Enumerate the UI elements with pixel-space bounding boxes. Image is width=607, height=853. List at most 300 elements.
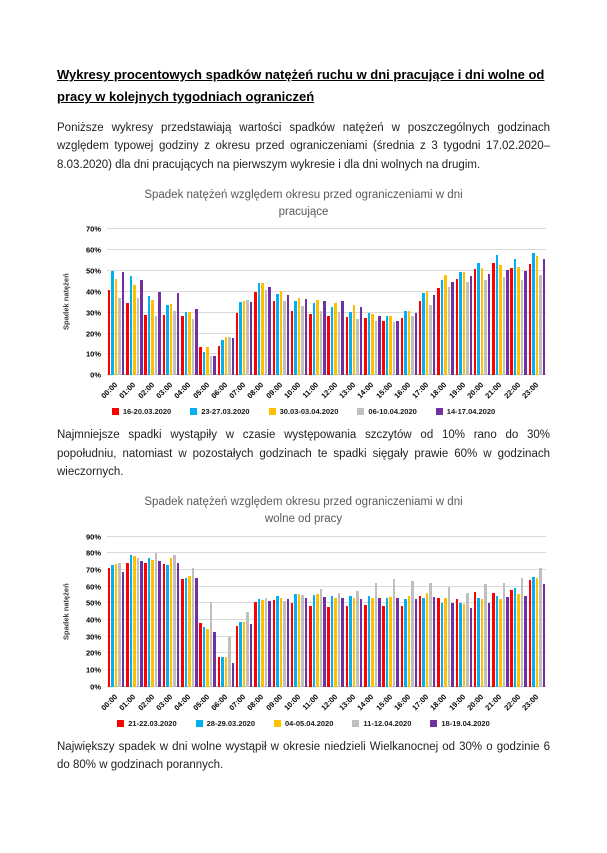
bar [524,271,527,375]
x-tick-label: 13:00 [337,380,358,401]
bar [346,606,349,687]
bar [316,300,319,375]
bar [474,269,477,375]
bar [313,303,316,375]
bar [396,598,399,687]
bar [415,313,418,376]
bar [543,584,546,687]
bar [133,556,136,687]
x-tick-label: 14:00 [355,380,376,401]
bar [503,277,506,375]
bar [181,579,184,687]
bar [510,590,513,687]
bar-group-1800 [436,537,454,687]
x-tick-label: 03:00 [154,380,175,401]
x-tick-label: 09:00 [264,692,284,712]
bar-group-0100 [125,537,143,687]
x-axis-labels [99,687,546,718]
bar [456,599,459,687]
bar [360,599,363,687]
bar-group-2000 [473,537,491,687]
bar [481,268,484,375]
x-tick-label: 23:00 [520,380,541,401]
plot-area [61,532,546,718]
legend-label: 30.03-03.04.2020 [279,407,339,417]
bar [108,290,111,376]
bar-group-1900 [455,229,473,375]
bar [389,597,392,687]
bar [309,314,312,376]
bar [437,288,440,376]
bar [115,564,118,687]
bar [323,301,326,375]
bar [536,256,539,375]
bar [301,306,304,375]
bar [155,553,158,687]
bar [364,318,367,375]
bar [517,594,520,687]
bar [441,603,444,687]
bar [111,565,114,687]
bar [218,346,221,375]
bar-group-1700 [418,229,436,375]
legend-label: 04-05.04.2020 [285,718,334,728]
x-tick-label: 02:00 [135,692,156,712]
bar [451,282,454,375]
bar [429,305,432,375]
y-tick-label: 60% [85,245,101,255]
y-tick-label: 90% [85,532,101,542]
bar [506,597,509,687]
bar [426,593,429,686]
bar [543,259,546,375]
y-tick-label: 20% [85,648,101,658]
bar [283,601,286,687]
bar [338,312,341,376]
bar [173,311,176,376]
bar-group-1800 [436,229,454,375]
bar [213,356,216,375]
bar [422,293,425,375]
y-tick-label: 30% [85,308,101,318]
bar [470,276,473,375]
bar [177,293,180,375]
x-tick-label: 19:00 [446,692,467,712]
bar [411,316,414,375]
bar [246,300,249,375]
x-tick-label: 22:00 [501,380,522,401]
x-tick-label: 21:00 [483,692,504,712]
bar [448,587,451,687]
x-tick-label: 10:00 [282,380,303,401]
x-tick-label: 11:00 [300,692,321,712]
x-tick-label: 10:00 [282,692,303,712]
bar-group-1600 [400,229,418,375]
bar [334,303,337,375]
bar [228,637,231,687]
bar [422,598,425,686]
x-tick-label: 15:00 [373,692,394,712]
x-tick-label: 06:00 [209,692,230,712]
bar [529,264,532,376]
bar [313,595,316,687]
x-tick-label: 08:00 [245,380,266,401]
y-axis-title: Spadek natężeń [61,273,71,331]
bar [283,301,286,375]
legend-label: 23-27.03.2020 [201,407,250,417]
bar [173,555,176,687]
bar [393,322,396,375]
bar [158,292,161,375]
bar [118,563,121,687]
bar [250,624,253,687]
bar [309,606,312,687]
bar [203,352,206,375]
bar [188,576,191,687]
bar-group-1400 [363,537,381,687]
bar [444,275,447,375]
x-tick-label: 11:00 [300,380,321,401]
bar [532,577,535,687]
bar [151,300,154,375]
bar [243,301,246,375]
bar [261,600,264,687]
bar [228,337,231,376]
bar [389,316,392,375]
bar-group-1500 [381,229,399,375]
bar [524,596,527,687]
bar [137,558,140,687]
bar [316,594,319,687]
y-tick-label: 20% [85,329,101,339]
bar-group-1100 [308,537,326,687]
bar [254,292,257,375]
bar [177,563,180,686]
y-tick-label: 50% [85,266,101,276]
bar-group-0900 [272,229,290,375]
bar [323,597,326,687]
bar [126,303,129,375]
bar [499,265,502,376]
bar [506,270,509,375]
bar [195,578,198,687]
bar [349,312,352,376]
bar-group-2100 [491,229,509,375]
bar [474,592,477,687]
bar [276,596,279,687]
y-tick-label: 70% [85,565,101,575]
bar [246,612,249,687]
bar [258,599,261,687]
bar [301,595,304,687]
bar [148,296,151,375]
bar [210,356,213,375]
bar-group-1200 [327,229,345,375]
bar [268,601,271,687]
bar [496,255,499,375]
x-axis-labels [99,375,546,406]
x-tick-label: 04:00 [172,380,193,401]
bar [258,283,261,375]
plot [61,532,546,692]
chart-section-workdays [57,187,550,416]
bar [488,603,491,687]
bar [250,302,253,375]
bar [108,568,111,686]
bar [261,283,264,375]
bar-group-2200 [510,537,528,687]
bar [218,657,221,687]
x-tick-label: 02:00 [135,380,156,401]
legend-label: 21-22.03.2020 [128,718,177,728]
bar [305,299,308,375]
y-tick-label: 30% [85,632,101,642]
bar [236,626,239,687]
bar [225,657,228,687]
bar [393,579,396,687]
bar [170,558,173,687]
bar [243,622,246,687]
bar [118,298,121,375]
bar [213,632,216,687]
bar [466,593,469,686]
bar [111,271,114,375]
x-tick-label: 06:00 [209,380,230,401]
bar-group-0000 [107,229,125,375]
bar [415,599,418,687]
y-tick-label: 0% [90,682,101,692]
bar [158,561,161,687]
bar [401,606,404,687]
bar [276,294,279,375]
legend-label: 28-29.03.2020 [206,718,256,728]
y-axis-title: Spadek natężeń [61,583,71,641]
bar [437,598,440,686]
bar [514,259,517,375]
bar-group-0400 [180,229,198,375]
bar [185,578,188,686]
plot [61,224,546,380]
bar [477,598,480,687]
x-tick-label: 01:00 [117,380,138,401]
bar [144,315,147,375]
bar [192,319,195,375]
bar [536,578,539,687]
x-tick-label: 17:00 [410,692,431,712]
bar [463,604,466,687]
bar [181,316,184,375]
bar [492,263,495,376]
bar [140,561,143,687]
bar [210,602,213,687]
legend-label: 06-10.04.2020 [368,407,417,417]
x-tick-label: 22:00 [501,692,522,712]
chart-title-weekend: Spadek natężeń względem okresu przed ograniczeniami w dni wolne od pracy [144,496,463,526]
bar [521,280,524,375]
closing-paragraph: Największy spadek w dni wolne wystąpił w okresie niedzieli Wielkanocnej od 30% o godzinie 6 do 80% w godzinach porannych. [57,740,550,772]
x-tick-label: 13:00 [337,692,358,712]
bar [517,267,520,375]
bar [484,584,487,687]
bar [287,295,290,375]
x-tick-label: 09:00 [264,380,284,401]
bar [386,598,389,687]
bar [514,588,517,686]
bar [470,608,473,686]
bar-group-2200 [510,229,528,375]
bar [206,629,209,687]
y-tick-label: 60% [85,582,101,592]
bar [356,591,359,687]
x-tick-label: 12:00 [318,692,339,712]
legend-label: 14-17.04.2020 [446,407,496,417]
x-tick-label: 19:00 [446,380,467,401]
x-tick-label: 20:00 [465,380,486,401]
x-tick-label: 23:00 [520,692,541,712]
bar-group-0500 [198,229,216,375]
bar [433,597,436,687]
bar [232,338,235,376]
x-tick-label: 14:00 [355,692,376,712]
bar [140,280,143,375]
x-tick-label: 00:00 [99,380,120,401]
y-tick-label: 0% [90,370,101,380]
bar [386,316,389,375]
bar [510,268,513,375]
x-tick-label: 07:00 [227,692,248,712]
x-tick-label: 12:00 [318,380,339,401]
bar [130,276,133,375]
y-tick-label: 10% [85,349,101,359]
x-tick-label: 18:00 [428,380,449,401]
bar [429,583,432,686]
x-tick-label: 17:00 [410,380,431,401]
y-tick-label: 70% [85,224,101,234]
bar [268,287,271,376]
bar [137,298,140,375]
bar [459,603,462,686]
bar [433,295,436,375]
chart-workdays [57,224,550,417]
bar [320,311,323,376]
bar [338,593,341,687]
y-tick-label: 40% [85,615,101,625]
bar-group-1900 [455,537,473,687]
bar [126,563,129,687]
bar [280,598,283,687]
bar [287,599,290,687]
between-paragraph: Najmniejsze spadki wystąpiły w czasie występowania szczytów od 10% rano do 30% popołudniu, natomiast w pozostałych godzinach te spadki sięgały prawie 60% w godzinach wieczornych. [57,429,550,479]
bar [353,598,356,687]
bar [396,321,399,375]
x-tick-label: 00:00 [99,692,120,712]
bar-group-2000 [473,229,491,375]
bar [188,312,191,376]
bar [404,599,407,687]
bar [192,568,195,687]
bar [371,314,374,376]
x-tick-label: 04:00 [172,692,193,712]
bar [349,596,352,687]
bar [382,321,385,375]
bar [298,298,301,375]
bar [291,311,294,376]
bar [203,627,206,687]
bar [195,309,198,376]
y-tick-label: 80% [85,548,101,558]
bar [444,598,447,687]
bar-group-2300 [528,229,546,375]
bar [298,594,301,687]
bar-group-0200 [144,229,162,375]
bar [206,347,209,375]
bar-group-0200 [144,537,162,687]
bar [408,311,411,376]
bar [305,598,308,687]
bar [185,312,188,376]
bar-group-0400 [180,537,198,687]
bar [122,272,125,375]
bar [521,578,524,687]
bar [364,605,367,687]
page-title: Wykresy procentowych spadków natężeń ruchu w dni pracujące i dni wolne od pracy w kolejnych tygodniach ograniczeń [57,67,545,105]
bar [280,291,283,375]
bar [451,603,454,687]
chart-title-workdays: Spadek natężeń względem okresu przed ograniczeniami w dni pracujące [144,188,463,218]
bar [294,594,297,687]
bar [163,315,166,375]
x-tick-label: 20:00 [465,692,486,712]
bar [448,287,451,376]
bar [327,316,330,375]
bar [404,311,407,376]
bar [539,275,542,375]
bar-group-0700 [235,537,253,687]
bar-group-0900 [272,537,290,687]
x-tick-label: 18:00 [428,692,449,712]
bar [375,583,378,686]
bar-group-1000 [290,537,308,687]
bar [481,599,484,687]
bar-group-1200 [327,537,345,687]
bar-group-1500 [381,537,399,687]
bar [426,291,429,375]
bar [441,280,444,375]
bar [331,307,334,375]
bar [459,272,462,375]
bar [327,607,330,687]
legend-swatch-icon [352,720,359,727]
bar [221,340,224,375]
x-tick-label: 08:00 [245,692,266,712]
bar [477,263,480,376]
legend-label: 11-12.04.2020 [363,718,412,728]
x-tick-label: 01:00 [117,692,138,712]
bar [320,589,323,687]
bar [294,301,297,375]
bar [456,279,459,375]
bar [151,560,154,687]
x-tick-label: 05:00 [190,692,211,712]
y-tick-label: 50% [85,598,101,608]
chart-weekend [57,532,550,728]
bar-group-2100 [491,537,509,687]
bar [346,317,349,375]
bar [532,253,535,375]
bar [488,274,491,375]
legend-label: 16-20.03.2020 [122,407,172,417]
bar [331,596,334,687]
